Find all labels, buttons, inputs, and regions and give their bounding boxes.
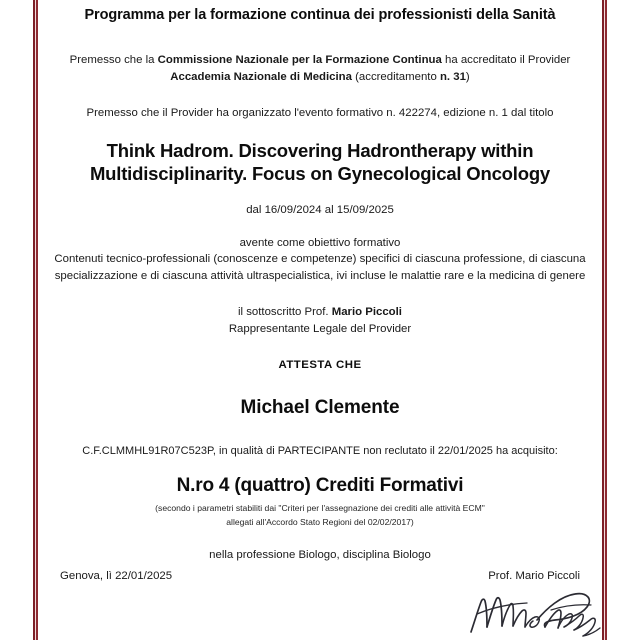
left-border-rule: [33, 0, 38, 640]
attests-label: ATTESTA CHE: [278, 358, 362, 371]
credits-awarded: N.ro 4 (quattro) Crediti Formativi: [176, 474, 464, 496]
footer-signature-area: [488, 570, 580, 582]
objective-text: Contenuti tecnico-professionali (conoscenze e competenze) specifici di ciascuna professione, di ciascuna specializzazione e di ciascuna attività ultraspecialistica, ivi incluse le malattie rare e la medicina di genere: [54, 253, 586, 283]
event-title: Think Hadrom. Discovering Hadrontherapy within Multidisciplinarity. Focus on Gynecological Oncology: [89, 139, 551, 185]
premise-text-middle: ha accreditato il Provider: [441, 54, 571, 67]
certificate-body: [45, 0, 595, 561]
fineprint-line-2: allegati all'Accordo Stato Regioni del 02/02/2017): [226, 516, 414, 527]
event-dates: dal 16/09/2024 al 15/09/2025: [246, 204, 394, 217]
right-border-rule: [602, 0, 607, 640]
signer-name: Mario Piccoli: [331, 306, 402, 319]
footer-signer-name: Prof. Mario Piccoli: [488, 570, 580, 582]
footer-place-date: Genova, lì 22/01/2025: [60, 570, 173, 582]
document-heading: Programma per la formazione continua dei professionisti della Sanità: [84, 7, 556, 23]
certificate-footer: [60, 570, 580, 582]
profession-discipline-line: nella professione Biologo, disciplina Biologo: [209, 548, 431, 561]
left-border-inner-line: [36, 0, 38, 640]
right-border-inner-line: [605, 0, 607, 640]
handwritten-signature-icon: [465, 586, 615, 642]
premise-text-after: (accreditamento: [351, 70, 440, 83]
premise-text-end: ): [465, 70, 470, 83]
fineprint-line-1: (secondo i parametri stabiliti dai "Criteri per l'assegnazione dei crediti alle attività ECM": [155, 502, 485, 513]
premise-accreditation-number: n. 31: [439, 70, 466, 83]
fiscal-code-line: C.F.CLMMHL91R07C523P, in qualità di PARTECIPANTE non reclutato il 22/01/2025 ha acquisito:: [82, 444, 558, 457]
signer-prefix: il sottoscritto Prof.: [238, 306, 332, 319]
premise-commission-name: Commissione Nazionale per la Formazione Continua: [157, 54, 442, 67]
premise-event: Premesso che il Provider ha organizzato l'evento formativo n. 422274, edizione n. 1 dal titolo: [86, 107, 554, 120]
premise-text-before: Premesso che la: [69, 54, 158, 67]
objective-label: avente come obiettivo formativo: [239, 237, 401, 250]
signer-role: Rappresentante Legale del Provider: [228, 323, 412, 336]
credits-fineprint: [45, 501, 595, 529]
premise-accreditation: [45, 52, 595, 85]
recipient-name: Michael Clemente: [240, 396, 400, 418]
signer-statement: [45, 304, 595, 338]
premise-provider-name: Accademia Nazionale di Medicina: [170, 70, 352, 83]
